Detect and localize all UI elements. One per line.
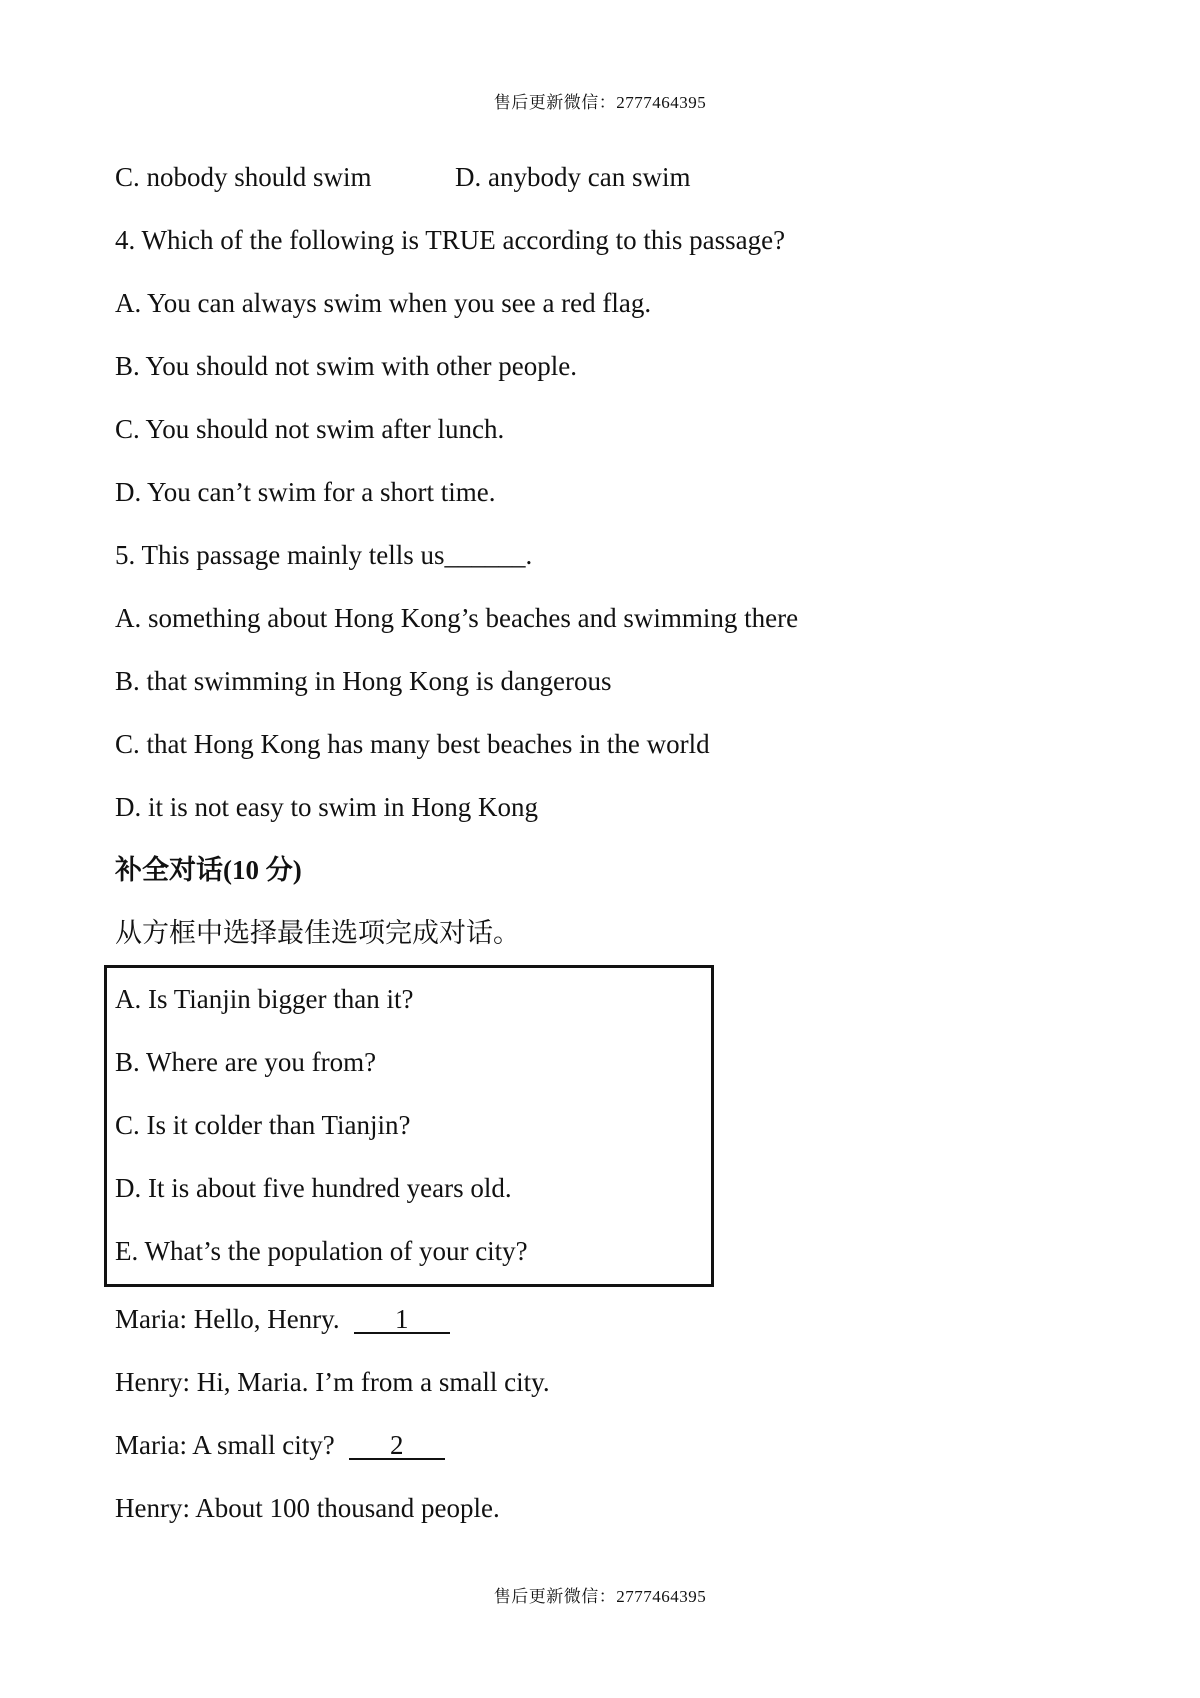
dialogue-line-2: Henry: Hi, Maria. I’m from a small city. (115, 1367, 550, 1397)
page-footer-contact: 售后更新微信：2777464395 (493, 1587, 707, 1606)
q5-option-b: B. that swimming in Hong Kong is dangerous (115, 666, 612, 696)
dialogue-line-4: Henry: About 100 thousand people. (115, 1493, 500, 1523)
q4-option-b: B. You should not swim with other people. (115, 351, 578, 381)
q4-option-a: A. You can always swim when you see a red flag. (115, 288, 652, 318)
dialogue-line-3-text: Maria: A small city? (115, 1430, 335, 1460)
q5-stem: 5. This passage mainly tells us______. (115, 540, 533, 570)
section-instruction: 从方框中选择最佳选项完成对话。 (115, 918, 520, 948)
q3-option-d: D. anybody can swim (455, 162, 691, 192)
box-option-a: A. Is Tianjin bigger than it? (115, 984, 414, 1014)
box-option-e: E. What’s the population of your city? (115, 1236, 528, 1266)
dialogue-line-3 (115, 1428, 445, 1462)
box-option-b: B. Where are you from? (115, 1047, 377, 1077)
q4-option-c: C. You should not swim after lunch. (115, 414, 505, 444)
q4-option-d: D. You can’t swim for a short time. (115, 477, 496, 507)
section-title: 补全对话(10 分) (115, 855, 302, 885)
dialogue-line-1-text: Maria: Hello, Henry. (115, 1304, 340, 1334)
box-option-c: C. Is it colder than Tianjin? (115, 1110, 411, 1140)
box-option-d: D. It is about five hundred years old. (115, 1173, 512, 1203)
answer-blank-1: 1 (354, 1306, 450, 1334)
page-header-contact: 售后更新微信：2777464395 (493, 93, 707, 112)
q5-option-a: A. something about Hong Kong’s beaches and swimming there (115, 603, 799, 633)
q5-option-d: D. it is not easy to swim in Hong Kong (115, 792, 538, 822)
q4-stem: 4. Which of the following is TRUE according to this passage? (115, 225, 786, 255)
q3-option-c: C. nobody should swim (115, 162, 372, 192)
dialogue-line-1 (115, 1302, 450, 1336)
q5-option-c: C. that Hong Kong has many best beaches in the world (115, 729, 710, 759)
answer-blank-2: 2 (349, 1432, 445, 1460)
